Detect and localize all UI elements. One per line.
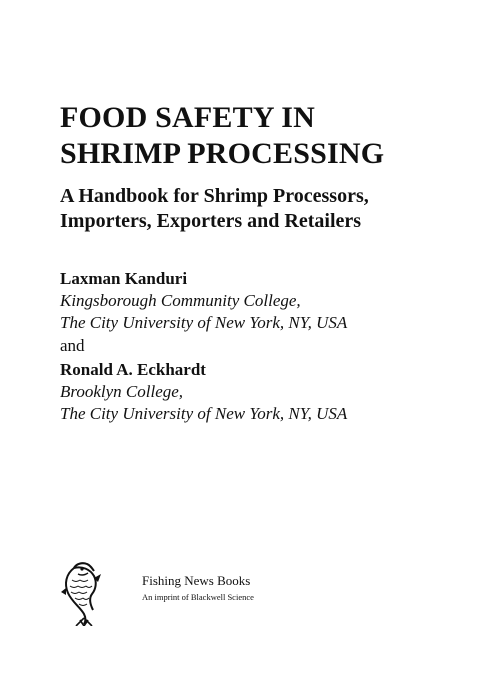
book-title-line-2: SHRIMP PROCESSING xyxy=(60,137,385,170)
publisher-block xyxy=(60,560,360,630)
book-title-line-1: FOOD SAFETY IN xyxy=(60,101,316,134)
book-subtitle-line-2: Importers, Exporters and Retailers xyxy=(60,210,362,232)
authors-section xyxy=(60,268,460,425)
title-block xyxy=(60,100,460,234)
fish-logo-icon xyxy=(60,560,104,626)
book-subtitle-line-1: A Handbook for Shrimp Processors, xyxy=(60,185,369,207)
book-subtitle xyxy=(60,184,460,234)
author-1-affiliation-line-1: Kingsborough Community College, xyxy=(60,291,301,310)
author-1-affiliation-line-2: The City University of New York, NY, USA xyxy=(60,313,348,332)
publisher-imprint: An imprint of Blackwell Science xyxy=(142,592,254,602)
author-name-1: Laxman Kanduri xyxy=(60,269,188,288)
book-title xyxy=(60,100,460,172)
publisher-name: Fishing News Books xyxy=(142,573,251,588)
author-conjunction: and xyxy=(60,336,85,355)
author-2-affiliation-line-1: Brooklyn College, xyxy=(60,382,184,401)
author-name-2: Ronald A. Eckhardt xyxy=(60,360,206,379)
publisher-text xyxy=(142,573,254,603)
author-2-affiliation-line-2: The City University of New York, NY, USA xyxy=(60,404,348,423)
